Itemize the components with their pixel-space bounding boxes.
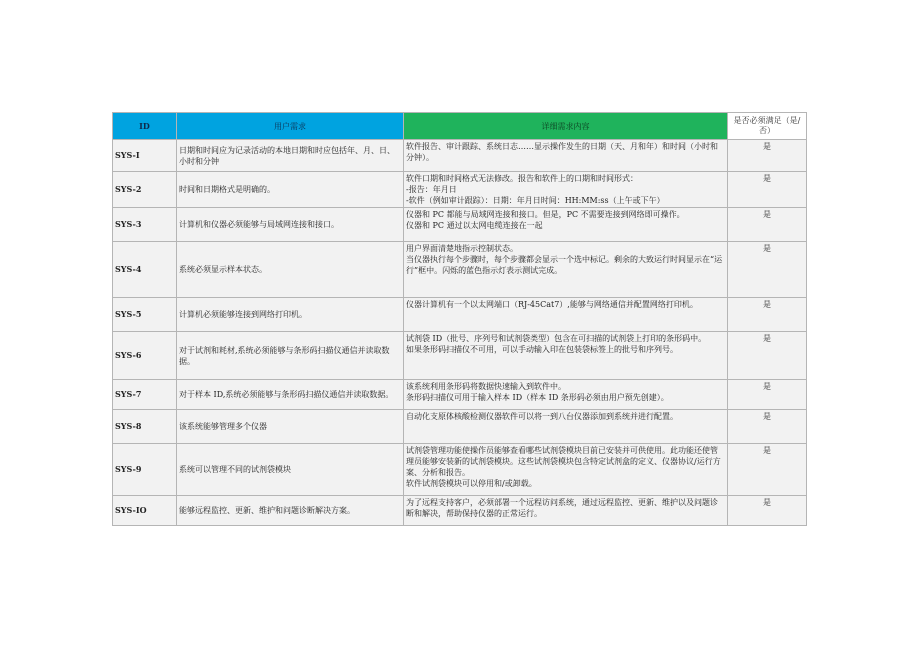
table-row [113,444,807,496]
table-header-row [113,113,807,140]
detail-line: -软件（例如审计跟踪）：日期：年月日时间：HH:MM:ss（上午或下午） [406,196,665,205]
requirements-table [112,112,807,526]
row-requirement-cell: 该系统能够管理多个仪器 [177,410,404,444]
table-body [113,140,807,526]
row-id-cell: SYS-IO [113,496,177,526]
row-id-cell: SYS-4 [113,242,177,298]
table-row [113,332,807,380]
row-detail-cell [404,410,728,444]
row-requirement-cell: 时间和日期格式是明确的。 [177,172,404,208]
row-detail-cell [404,172,728,208]
row-id-cell: SYS-5 [113,298,177,332]
row-requirement-cell: 能够远程监控、更新、维护和问题诊断解决方案。 [177,496,404,526]
column-header-id: ID [113,113,177,140]
row-id-cell: SYS-8 [113,410,177,444]
row-mandatory-cell: 是 [728,380,807,410]
detail-line: 自动化支原体核酸检测仪器软件可以将一到八台仪器添加到系统并进行配置。 [406,412,678,421]
detail-line: 用户界面清楚地指示控制状态。 [406,244,518,253]
row-detail-cell [404,496,728,526]
row-requirement-cell: 计算机和仪器必须能够与局域网连接和接口。 [177,208,404,242]
detail-line: 为了远程支持客户，必须部署一个远程访问系统，通过远程监控、更新、维护以及问题诊断和解决，帮助保持仪器的正常运行。 [406,498,718,518]
row-mandatory-cell: 是 [728,444,807,496]
detail-line: 试剂袋管理功能使操作员能够查看哪些试剂袋模块目前已安装并可供使用。此功能还使管理员能够安装新的试剂袋模块。这些试剂袋模块包含特定试剂盒的定义、仪器协议/运行方案、分析和报告。 [406,446,721,477]
row-detail-cell [404,332,728,380]
row-detail-cell [404,140,728,172]
table-row [113,242,807,298]
row-requirement-cell: 计算机必须能够连接到网络打印机。 [177,298,404,332]
row-detail-cell [404,298,728,332]
column-header-mandatory: 是否必须满足（是/否） [728,113,807,140]
table-row [113,208,807,242]
row-id-cell: SYS-I [113,140,177,172]
table-row [113,380,807,410]
table-row [113,496,807,526]
row-detail-cell [404,208,728,242]
row-detail-cell [404,380,728,410]
table-row [113,140,807,172]
row-requirement-cell: 对于试剂和耗材,系统必须能够与条形码扫描仪通信并读取数据。 [177,332,404,380]
row-mandatory-cell: 是 [728,332,807,380]
row-requirement-cell: 系统可以管理不同的试剂袋模块 [177,444,404,496]
row-id-cell: SYS-9 [113,444,177,496]
row-detail-cell [404,242,728,298]
row-id-cell: SYS-3 [113,208,177,242]
detail-line: 当仪器执行每个步骤时，每个步骤都会显示一个选中标记。剩余的大致运行时间显示在“运行”框中。闪烁的蓝色指示灯表示测试完成。 [406,255,723,275]
detail-line: 如果条形码扫描仪不可用，可以手动输入印在包装袋标签上的批号和序列号。 [406,345,678,354]
table-row [113,298,807,332]
row-requirement-cell: 对于样本 ID,系统必须能够与条形码扫描仪通信并读取数据。 [177,380,404,410]
detail-line: 仪器和 PC 都能与局域网连接和接口。但是，PC 不需要连接到网络即可操作。 [406,210,685,219]
row-id-cell: SYS-7 [113,380,177,410]
row-requirement-cell: 日期和时间应为记录活动的本地日期和时应包括年、月、日、小时和分钟 [177,140,404,172]
detail-line: 仪器计算机有一个以太网端口（RJ-45Cat7）,能够与网络通信并配置网络打印机。 [406,300,698,309]
table-row [113,410,807,444]
detail-line: 软件报告、审计跟踪、系统日志……显示操作发生的日期（天、月和年）和时间（小时和分钟）。 [406,142,718,162]
row-mandatory-cell: 是 [728,172,807,208]
row-mandatory-cell: 是 [728,410,807,444]
row-id-cell: SYS-2 [113,172,177,208]
row-mandatory-cell: 是 [728,140,807,172]
detail-line: -报告：年月日 [406,185,457,194]
detail-line: 试剂袋 ID（批号、序列号和试剂袋类型）包含在可扫描的试剂袋上打印的条形码中。 [406,334,707,343]
row-mandatory-cell: 是 [728,496,807,526]
table-row [113,172,807,208]
row-mandatory-cell: 是 [728,208,807,242]
column-header-requirement: 用户需求 [177,113,404,140]
column-header-detail: 详细需求内容 [404,113,728,140]
detail-line: 条形码扫描仪可用于输入样本 ID（样本 ID 条形码必须由用户预先创建）。 [406,393,669,402]
detail-line: 仪器和 PC 通过以太网电缆连接在一起 [406,221,543,230]
row-mandatory-cell: 是 [728,298,807,332]
detail-line: 软件口期和时间格式无法修改。报告和软件上的口期和时间形式： [406,174,638,183]
row-mandatory-cell: 是 [728,242,807,298]
row-id-cell: SYS-6 [113,332,177,380]
row-detail-cell [404,444,728,496]
row-requirement-cell: 系统必须显示样本状态。 [177,242,404,298]
detail-line: 软件试剂袋模块可以停用和/或卸载。 [406,479,537,488]
detail-line: 该系统利用条形码将数据快速输入到软件中。 [406,382,566,391]
